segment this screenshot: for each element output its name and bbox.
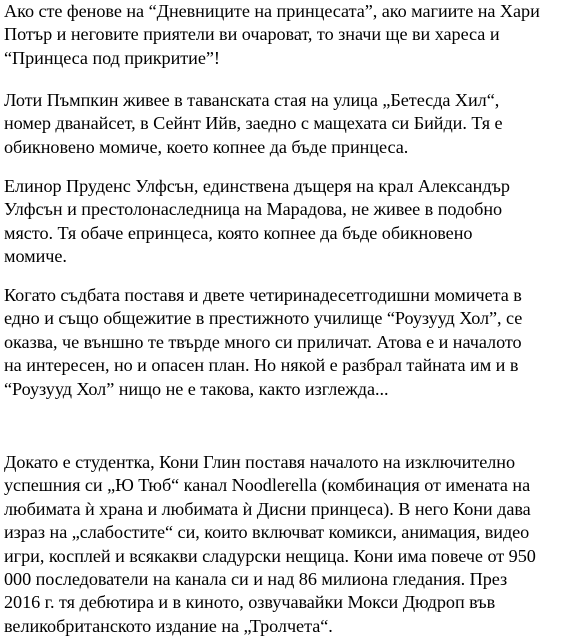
text-line: израз на „слабостите“ си, които включват комикси, анимация, видео (4, 522, 530, 543)
text-line: “Принцеса под прикритие”! (4, 47, 220, 68)
paragraph-intro (4, 0, 540, 70)
paragraph-lottie (4, 89, 503, 159)
text-line: великобританското издание на „Тролчета“. (4, 615, 333, 636)
text-line: номер дванайсет, в Сейнт Ийв, заедно с мащехата си Бийди. Тя е (4, 113, 503, 134)
text-line: успешния си „Ю Тюб“ канал Noodlerella (комбинация от имената на (4, 475, 531, 496)
text-line: обикновено момиче, което копнее да бъде принцеса. (4, 136, 409, 157)
text-line: Ако сте фенове на “Дневниците на принцесата”, ако магиите на Хари (4, 1, 540, 21)
text-line: 000 последователи на канала си и над 86 милиона гледания. През (4, 568, 508, 589)
text-line: любимата ѝ храна и любимата ѝ Дисни принцеса). В него Кони дава (4, 498, 531, 519)
paragraph-author (4, 451, 536, 638)
text-line: “Роузууд Хол” нищо не е такова, както изглежда... (4, 378, 389, 399)
paragraph-elinor (4, 175, 510, 269)
text-line: игри, косплей и всякакви сладурски нещица. Кони има повече от 950 (4, 545, 536, 566)
text-line: 2016 г. тя дебютира и в киното, озвучавайки Мокси Дюдроп във (4, 592, 496, 613)
text-line: едно и също общежитие в престижното училище “Роузууд Хол”, се (4, 308, 523, 329)
text-line: Улфсън и престолонаследница на Марадова, не живее в подобно (4, 199, 503, 220)
text-line: оказва, че външно те твърде много си приличат. Атова е и началото (4, 331, 522, 352)
text-line: Докато е студентка, Кони Глин поставя началото на изключително (4, 452, 516, 472)
paragraph-plot (4, 284, 522, 401)
text-line: на интересен, но и опасен план. Но някой е разбрал тайната им и в (4, 355, 519, 376)
text-line: Елинор Пруденс Улфсън, единствена дъщеря на крал Александър (4, 176, 510, 196)
text-line: място. Тя обаче епринцеса, която копнее да бъде обикновено (4, 222, 473, 243)
text-line: Потър и неговите приятели ви очароват, то значи ще ви хареса и (4, 24, 500, 45)
text-line: Когато съдбата поставя и двете четиринадесетгодишни момичета в (4, 285, 522, 305)
text-line: Лоти Пъмпкин живее в таванската стая на улица „Бетесда Хил“, (4, 90, 500, 110)
text-line: момиче. (4, 246, 67, 267)
